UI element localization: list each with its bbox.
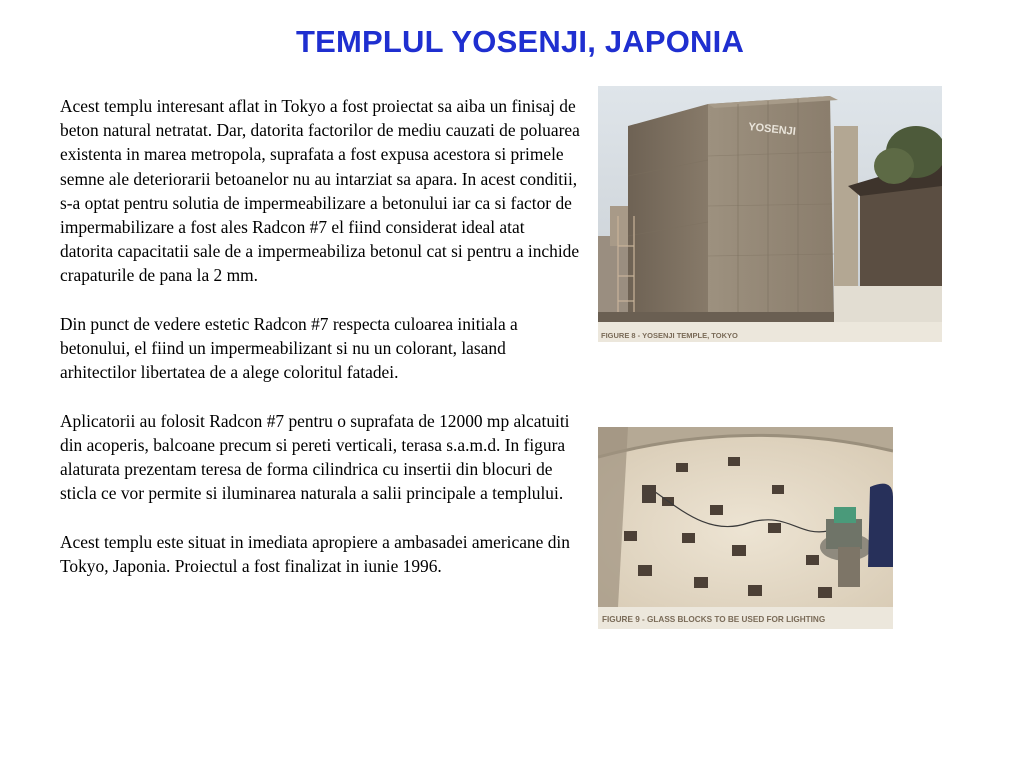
glass-blocks-photo (598, 427, 893, 629)
body-text (60, 94, 580, 602)
paragraph-1: Acest templu interesant aflat in Tokyo a fost proiectat sa aiba un finisaj de beton natural netratat. Dar, datorita factorilor de mediu cauzati de poluarea existenta in marea metropola, suprafata a fost expusa acestora si primele semne ale deteriorarii betoanelor nu au intarziat sa apara. In acest conditii, s-a optat pentru solutia de impermeabilizare a betonului iar ca si factor de impermabilizare a fost ales Radcon #7 el fiind considerat ideal atat datorita capacitatii sale de a impermeabiliza betonul cat si pentru a inchide crapaturile de pana la 2 mm. (60, 96, 580, 286)
temple-photo (598, 86, 942, 342)
temple-photo-image (598, 86, 942, 342)
temple-sign-text: YOSENJI (747, 121, 797, 138)
glass-blocks-photo-image (598, 427, 893, 629)
paragraph-3: Aplicatorii au folosit Radcon #7 pentru o suprafata de 12000 mp alcatuiti din acoperis, balcoane precum si pereti verticali, terasa s.a.m.d. In figura alaturata prezentam teresa de forma cilindrica cu insertii din blocuri de sticla ce vor permite si iluminarea naturala a salii principale a templului. (60, 410, 570, 504)
figure-9-caption: FIGURE 9 - GLASS BLOCKS TO BE USED FOR LIGHTING (602, 615, 826, 624)
slide-title: TEMPLUL YOSENJI, JAPONIA (295, 24, 745, 59)
paragraph-2: Din punct de vedere estetic Radcon #7 respecta culoarea initiala a betonului, el fiind un impermeabilizant si nu un colorant, lasand arhitectilor libertatea de a alege coloritul fatadei. (60, 313, 518, 383)
paragraph-4: Acest templu este situat in imediata apropiere a ambasadei americane din Tokyo, Japonia. Proiectul a fost finalizat in iunie 1996. (60, 531, 570, 576)
figure-8-caption: FIGURE 8 - YOSENJI TEMPLE, TOKYO (601, 331, 738, 340)
